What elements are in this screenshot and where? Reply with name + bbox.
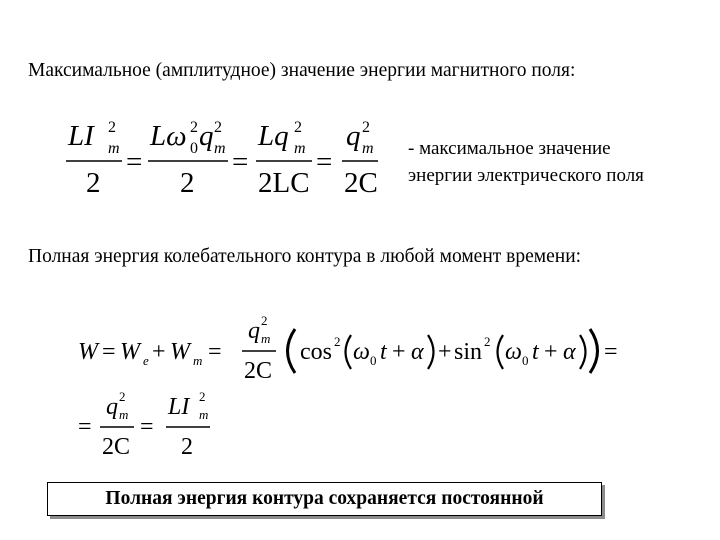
f1-term2-q: q (199, 120, 214, 152)
f2-frac-sub: m (261, 331, 271, 346)
f3-b-num: LI (168, 394, 190, 420)
f2-sin-t: t (532, 339, 539, 365)
f2-cos-alpha: α (411, 339, 424, 365)
heading-total-energy: Полная энергия колебательного контура в любой момент времени: (28, 246, 582, 267)
f3-a-num: q (106, 394, 118, 420)
f2-cos-omega-sub: 0 (370, 353, 377, 368)
formula-max-energy (62, 112, 442, 202)
f2-We: W (120, 339, 140, 365)
f3-a-den: 2C (102, 434, 131, 460)
f2-sin-omega: ω (505, 339, 522, 365)
f1-term3-sub: m (294, 140, 306, 157)
f2-sin-omega-sub: 0 (522, 353, 529, 368)
f2-eq2: = (208, 339, 222, 365)
f2-W: W (78, 339, 98, 365)
f1-term1-sup: 2 (108, 119, 116, 136)
f1-term2-sub: m (214, 140, 226, 157)
f2-eq1: = (102, 339, 116, 365)
f1-term2-den: 2 (180, 167, 195, 199)
f2-Wm: W (170, 339, 190, 365)
f1-term3-num: Lq (258, 120, 289, 152)
f2-frac-den: 2C (244, 358, 273, 384)
f1-term2-omega-sub: 0 (190, 140, 198, 157)
f1-term4-sup: 2 (362, 119, 370, 136)
f2-sin-close-paren (580, 335, 586, 369)
f2-cos-plus: + (392, 339, 406, 365)
f2-left-paren (288, 329, 296, 373)
f2-sin-plus: + (544, 339, 558, 365)
f1-term1-den: 2 (86, 167, 101, 199)
f2-cos-sq: 2 (334, 334, 341, 349)
f2-sin-sq: 2 (484, 334, 491, 349)
f2-sin: sin (454, 339, 483, 365)
f1-term3-den: 2LC (258, 167, 310, 199)
f2-plus: + (152, 339, 166, 365)
f1-term2-sup: 2 (214, 119, 222, 136)
f3-eq1: = (78, 414, 92, 440)
f1-term2-omega-sup: 2 (190, 119, 198, 136)
formula-total-energy (78, 314, 638, 394)
heading-magnetic-energy: Максимальное (амплитудное) значение энергии магнитного поля: (28, 60, 576, 81)
f1-term3-sup: 2 (294, 119, 302, 136)
f2-frac-sup: 2 (261, 313, 268, 328)
f1-term4-num: q (346, 120, 361, 152)
f3-b-den: 2 (181, 434, 193, 460)
conclusion-box: Полная энергия контура сохраняется постоянной (47, 482, 602, 516)
f2-sin-alpha: α (563, 339, 576, 365)
f1-term1-num: LI (68, 120, 94, 152)
formula-total-energy-equal (78, 389, 278, 472)
f2-sin-open-paren (498, 335, 504, 369)
f2-cos-t: t (380, 339, 387, 365)
f1-term4-sub: m (362, 140, 374, 157)
f2-cos: cos (300, 339, 332, 365)
f3-eq2: = (140, 414, 154, 440)
f2-Wm-sub: m (193, 353, 203, 368)
f1-eq3: = (316, 146, 333, 178)
f2-cos-close-paren (428, 335, 434, 369)
f3-a-sup: 2 (119, 389, 126, 404)
f2-We-sub: e (143, 353, 149, 368)
f1-eq1: = (126, 146, 143, 178)
f1-term4-den: 2C (344, 167, 378, 199)
f3-b-sub: m (199, 407, 209, 422)
note-electric-energy-line2: энергии электрического поля (408, 165, 644, 186)
f2-plus-sin: + (438, 339, 452, 365)
f3-a-sub: m (119, 407, 129, 422)
f2-cos-omega: ω (353, 339, 370, 365)
f1-term1-sub: m (108, 140, 120, 157)
f2-eq-end: = (604, 339, 618, 365)
f2-cos-open-paren (346, 335, 352, 369)
f1-term2-num: Lω (150, 120, 187, 152)
f2-frac-num: q (248, 318, 260, 344)
f2-right-paren (590, 329, 598, 373)
f1-eq2: = (232, 146, 249, 178)
f3-b-sup: 2 (199, 389, 206, 404)
note-electric-energy-line1: - максимальное значение (408, 138, 611, 159)
